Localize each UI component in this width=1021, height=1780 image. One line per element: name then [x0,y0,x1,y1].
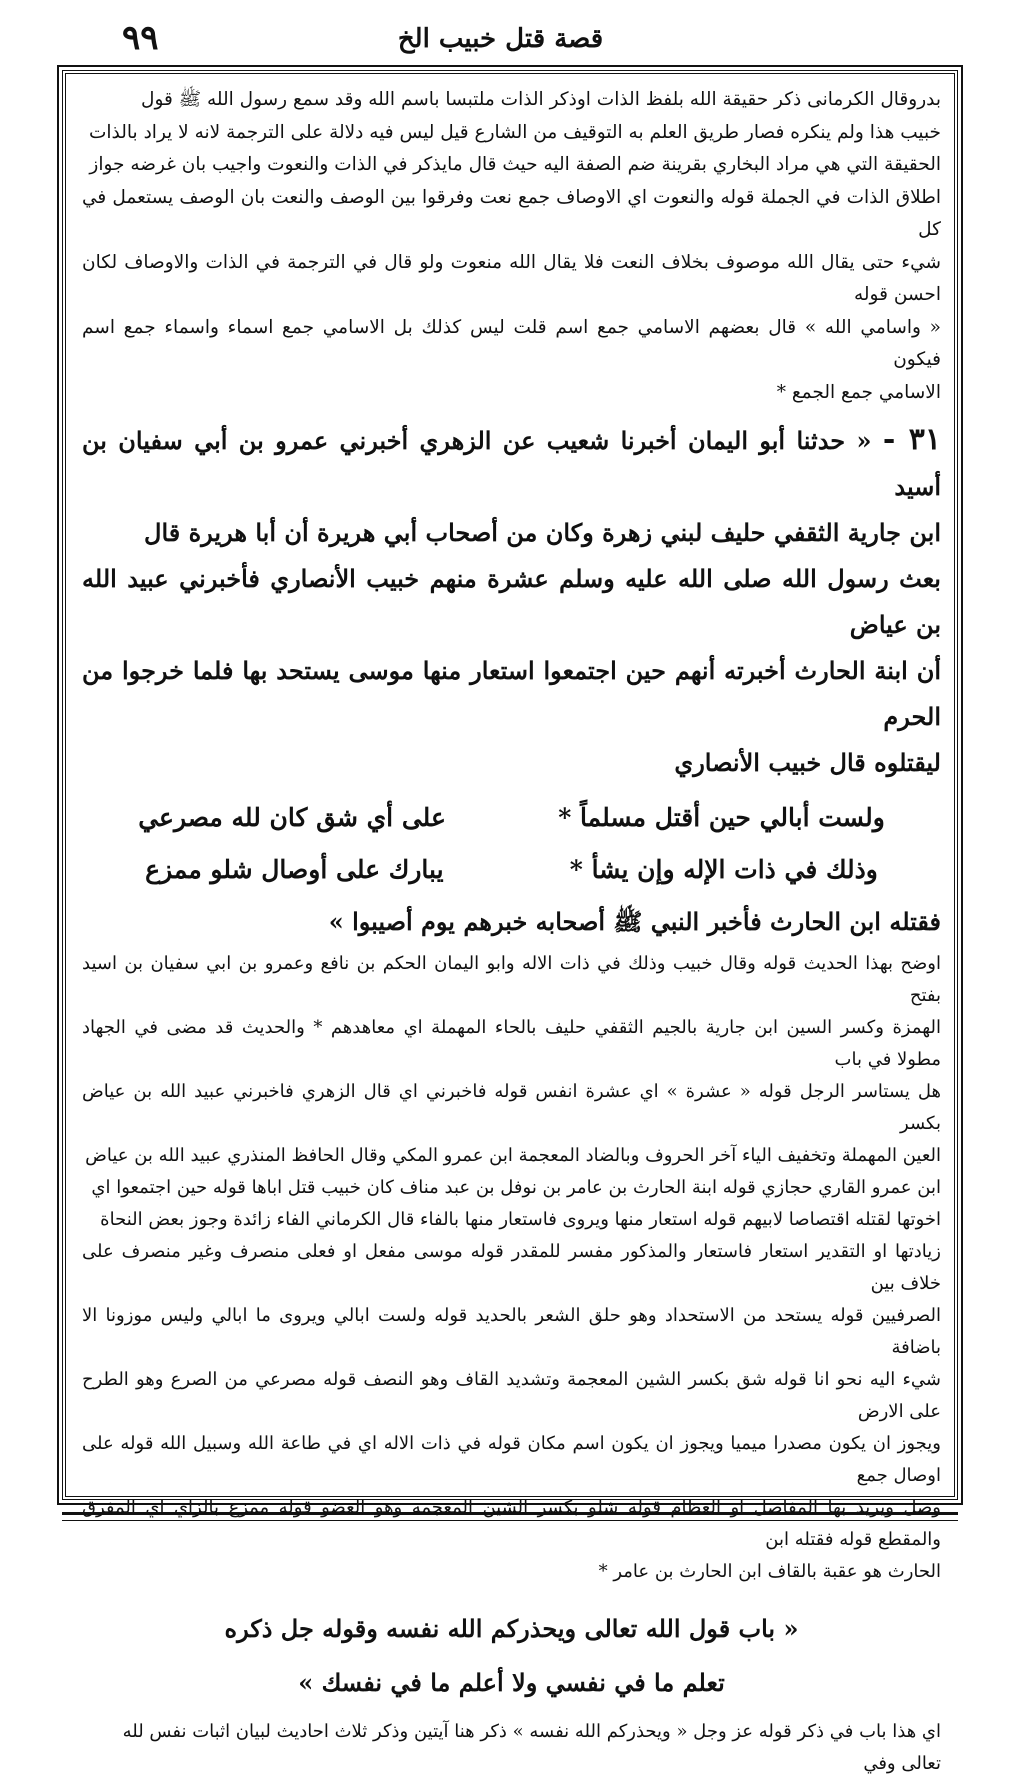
running-title: قصة قتل خبيب الخ [397,24,604,54]
poem [82,792,941,896]
sharh-line: ابن عمرو القاري حجازي قوله ابنة الحارث بن عامر بن نوفل بن عبد مناف كان خبيب قتل اباها قوله حين اجتمعوا اي [91,1177,941,1198]
chapter-heading-line: تعلم ما في نفسي ولا أعلم ما في نفسك » [298,1668,725,1697]
commentary-block [82,84,941,409]
hadith-text: « حدثنا أبو اليمان أخبرنا شعيب عن الزهري أخبرني عمرو بن أبي سفيان بن أسيد [82,426,941,501]
commentary-line: اطلاق الذات في الجملة قوله والنعوت اي الاوصاف جمع نعت وفرقوا بين الوصف والنعت بان الوصف يستعمل في كل [82,186,941,240]
sharh-line: اوضح بهذا الحديث قوله وقال خبيب وذلك في ذات الاله وابو اليمان الحكم بن نافع وعمرو بن ابي سفيان بن اسيد بفتح [82,953,941,1006]
chapter-heading [82,1602,941,1710]
commentary-line: الاسامي جمع الجمع * [776,381,941,403]
sharh-line: اخوتها لقتله اقتصاصا لابيهم قوله استعار منها ويروى فاستعار منها بالفاء قال الكرماني الفاء زائدة وجوز بعض النحاة [100,1209,941,1230]
hadith-line: أن ابنة الحارث أخبرته أنهم حين اجتمعوا استعار منها موسى يستحد بها فلما خرجوا من الحرم [82,656,941,731]
commentary-line: خبيب هذا ولم ينكره فصار طريق العلم به التوقيف من الشارع قيل ليس فيه دلالة على الترجمة لانه لا يراد بالذات [89,121,941,143]
sharh-block [82,948,941,1588]
sharh-line: الحارث هو عقبة بالقاف ابن الحارث بن عامر * [598,1561,941,1582]
hadith-ending: فقتله ابن الحارث فأخبر النبي ﷺ أصحابه خبرهم يوم أصيبوا » [328,907,941,936]
chapter-intro [82,1716,941,1780]
hadith-line [82,417,941,510]
chapter-intro-line: اي هذا باب في ذكر قوله عز وجل « ويحذركم الله نفسه » ذكر هنا آيتين وذكر ثلاث احاديث لبيان اثبات نفس لله تعالى وفي [122,1721,941,1774]
commentary-line: شيء حتى يقال الله موصوف بخلاف النعت فلا يقال الله منعوت ولو قال في الترجمة في الذات والاوصاف لكان احسن قوله [82,251,941,305]
sharh-line: الهمزة وكسر السين ابن جارية بالجيم الثقفي حليف بالحاء المهملة اي معاهدهم * والحديث قد مضى في الجهاد مطولا في باب [82,1017,941,1070]
sharh-line: زيادتها او التقدير استعار فاستعار والمذكور مفسر للمقدر قوله موسى مفعل او فعلى منصرف وغير منصرف على خلاف بين [82,1241,941,1294]
poem-hemistich-right: وذلك في ذات الإله وإن يشأ * [569,855,878,884]
sharh-line: الصرفيين قوله يستحد من الاستحداد وهو حلق الشعر بالحديد قوله ولست ابالي ويروى ما ابالي وليس موزونا الا باضافة [82,1305,941,1358]
sharh-line: العين المهملة وتخفيف الياء آخر الحروف وبالضاد المعجمة ابن عمرو المكي وقال الحافظ المنذري عبيد الله بن عياض [85,1145,941,1166]
sharh-line: شيء اليه نحو انا قوله شق بكسر الشين المعجمة وتشديد القاف وهو النصف قوله مصرعي من الصرع وهو الطرح على الارض [82,1369,941,1422]
poem-verse [82,844,941,896]
poem-hemistich-left: على أي شق كان لله مصرعي [138,803,446,832]
sharh-line: ويجوز ان يكون مصدرا ميميا ويجوز ان يكون اسم مكان قوله في ذات الاله اي في طاعة الله وسبيل الله قوله على اوصال جمع [82,1433,941,1486]
hadith-block [82,417,941,944]
sharh-line: وصل ويريد بها المفاصل او العظام قوله شلو بكسر الشين المعجمة وهو العضو قوله ممزع بالزاي اي المفرق والمقطع قوله فقتله ابن [82,1497,941,1550]
page-content [82,84,941,1780]
page-header [100,18,901,68]
poem-hemistich-left: يبارك على أوصال شلو ممزع [145,855,444,884]
commentary-line: الحقيقة التي هي مراد البخاري بقرينة ضم الصفة اليه حيث قال مايذكر في الذات والنعوت واجيب بان غرضه جواز [89,154,941,175]
commentary-line: بدروقال الكرمانی ذكر حقيقة الله بلفظ الذات اوذكر الذات ملتبسا باسم الله وقد سمع رسول الله ﷺ قول [141,89,941,110]
hadith-line: بعث رسول الله صلى الله عليه وسلم عشرة منهم خبيب الأنصاري فأخبرني عبيد الله بن عياض [82,564,941,639]
chapter-heading-line: « باب قول الله تعالى ويحذركم الله نفسه وقوله جل ذكره [224,1614,799,1643]
commentary-line: « واسامي الله » قال بعضهم الاسامي جمع اسم قلت ليس كذلك بل الاسامي جمع اسماء واسماء جمع اسم فيكون [82,316,941,370]
page-number: ۹۹ [122,18,159,58]
hadith-line: ابن جارية الثقفي حليف لبني زهرة وكان من أصحاب أبي هريرة أن أبا هريرة قال [144,518,941,547]
poem-hemistich-right: ولست أبالي حين أقتل مسلماً * [558,803,885,832]
hadith-line: ليقتلوه قال خبيب الأنصاري [674,748,941,777]
poem-verse [82,792,941,844]
hadith-number: ٣١ - [882,422,942,457]
sharh-line: هل يستاسر الرجل قوله « عشرة » اي عشرة انفس قوله فاخبرني اي قال الزهري فاخبرني عبيد الله بن عياض بكسر [82,1081,941,1134]
